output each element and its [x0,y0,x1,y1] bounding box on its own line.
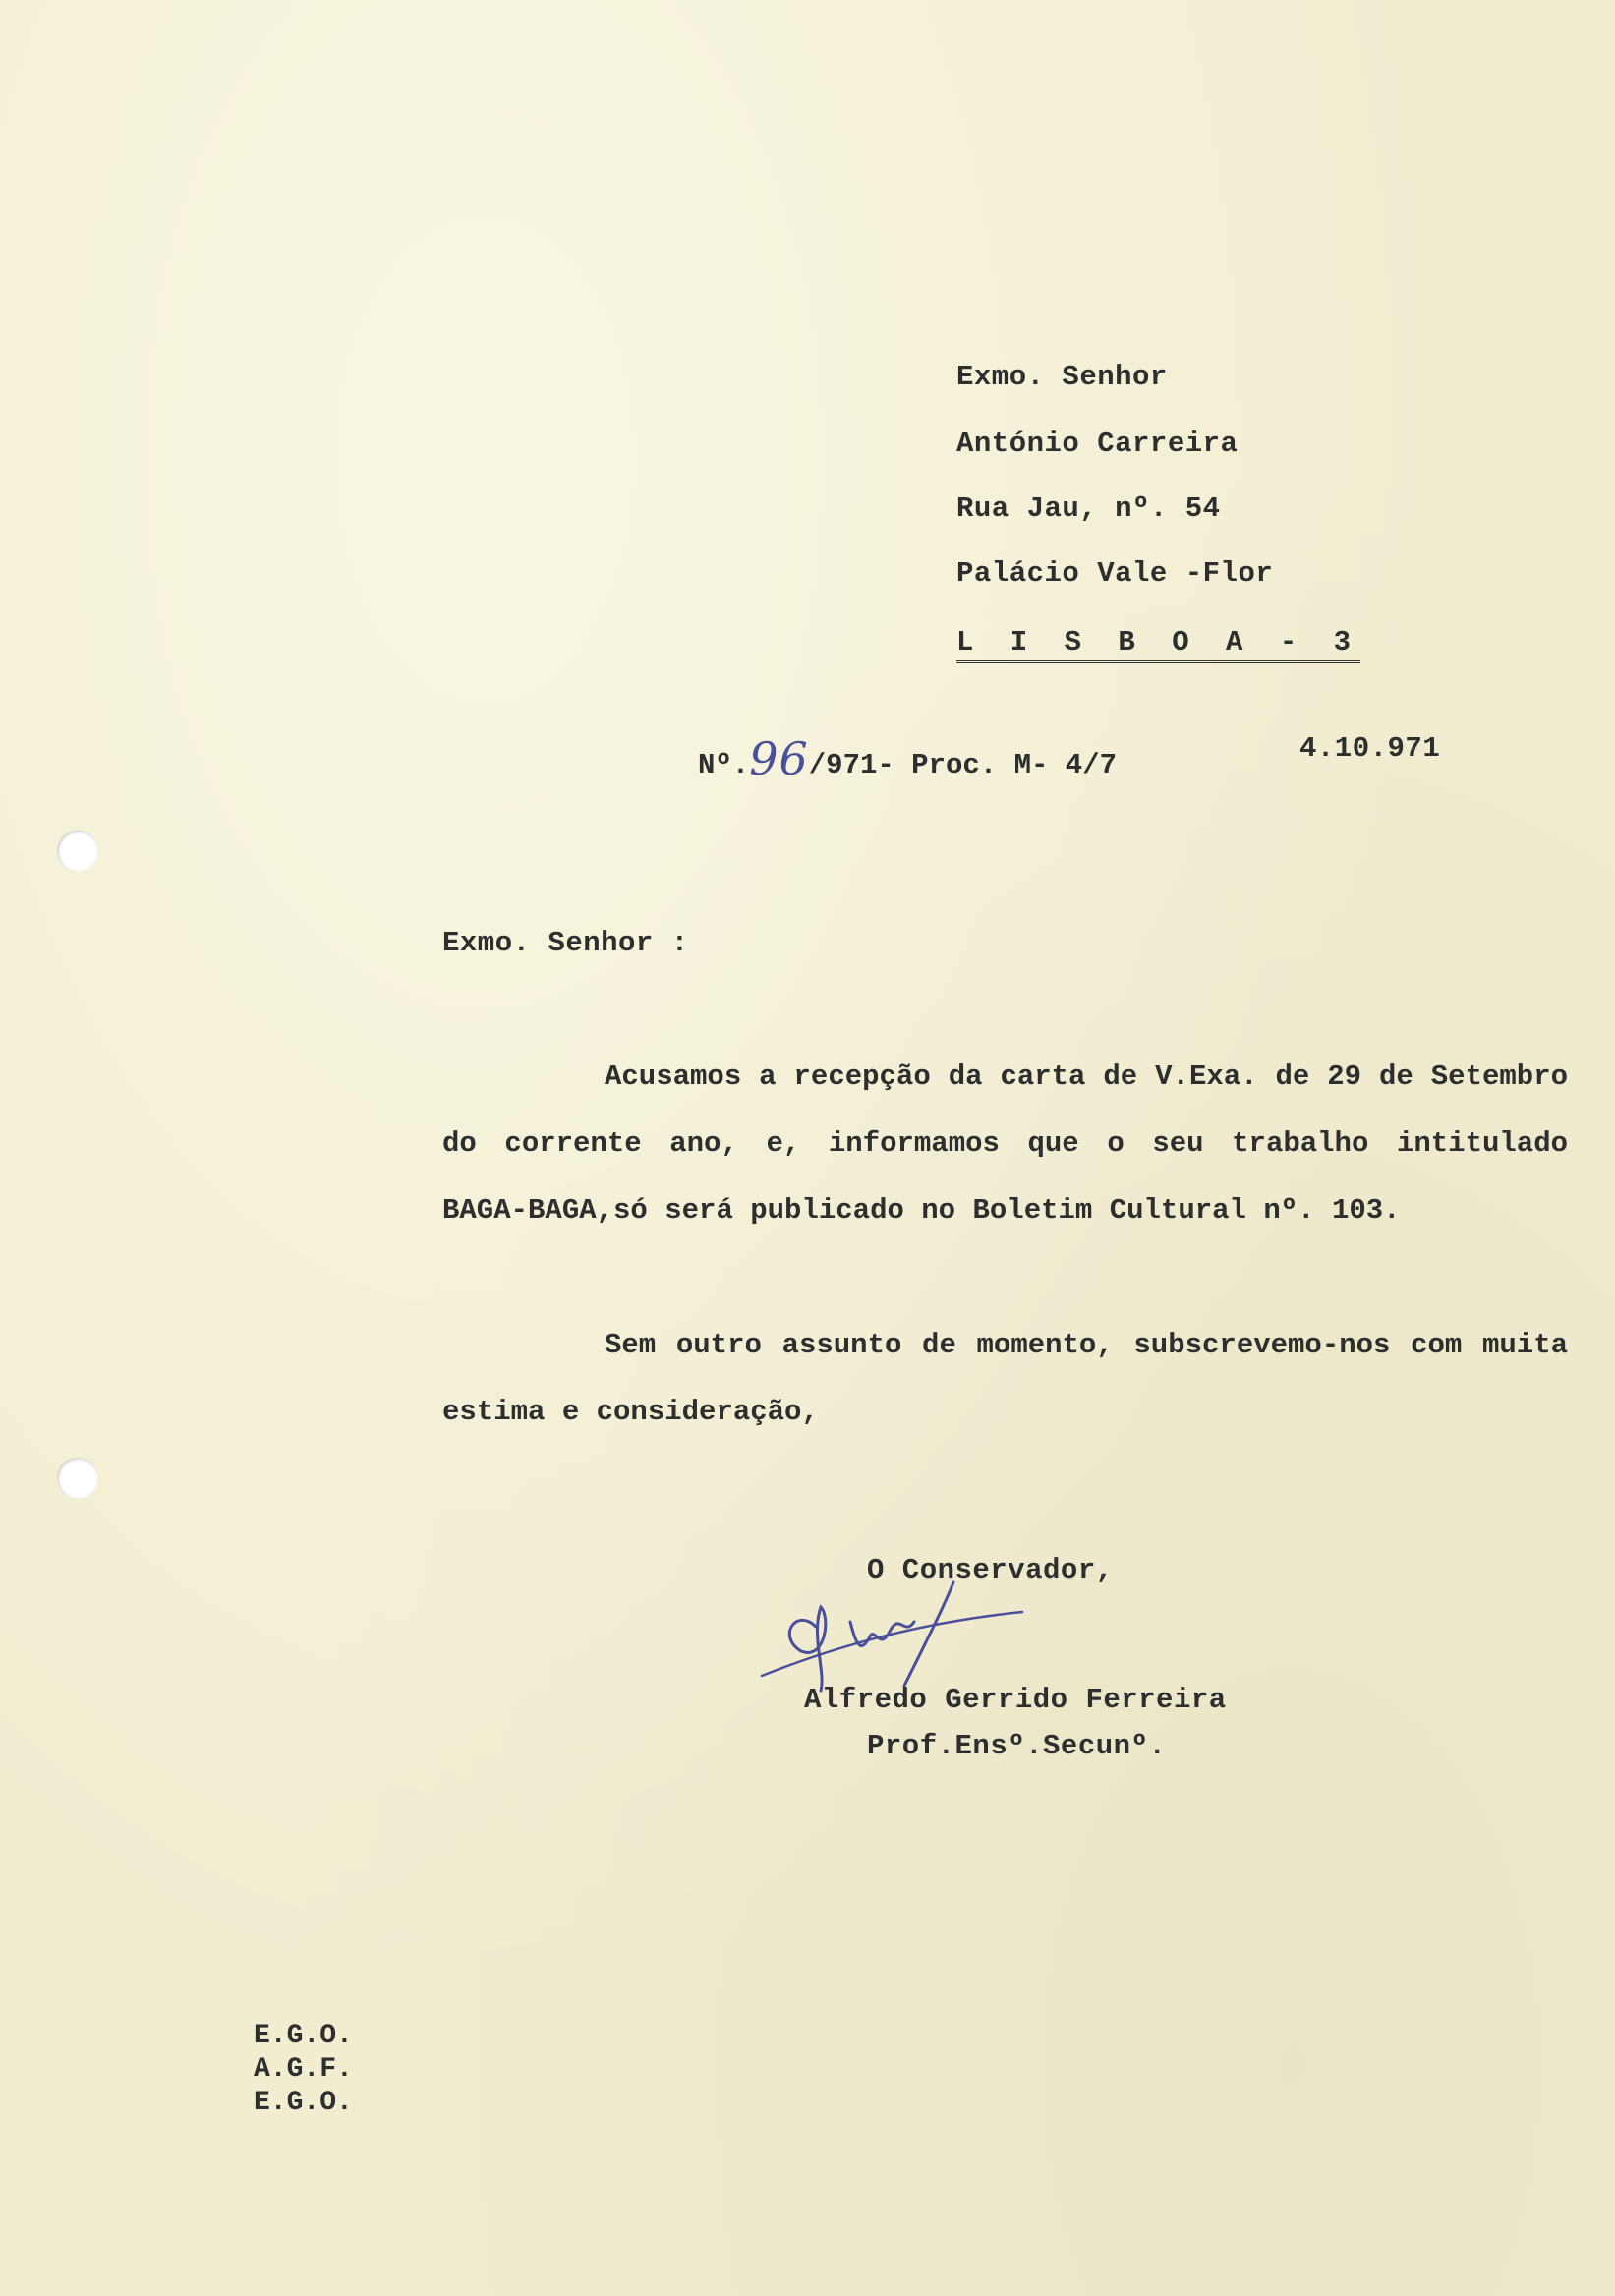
reference-number-handwritten: 96 [749,732,809,785]
typist-initials [254,2020,353,2120]
closing-title: O Conservador, [867,1554,1114,1586]
punch-hole-top [57,831,98,872]
reference-prefix: Nº. [698,749,750,781]
closing-role: Prof.Ensº.Secunº. [867,1730,1167,1762]
punch-hole-bottom [57,1458,98,1499]
recipient-name: António Carreira [956,428,1239,460]
reference-line [698,732,1117,785]
body-paragraph-1: Acusamos a recepção da carta de V.Exa. de 29 de Setembro do corrente ano, e, informamos que o seu trabalho intitulado BAGA-BAGA,só será publicado no Boletim Cultural nº. 103. [442,1061,1568,1227]
recipient-city: L I S B O A - 3 [956,626,1360,663]
initials-line-2: A.G.F. [254,2054,353,2085]
initials-line-3: E.G.O. [254,2088,353,2118]
letter-date: 4.10.971 [1299,732,1441,765]
recipient-street: Rua Jau, nº. 54 [956,492,1221,525]
recipient-salutation: Exmo. Senhor [956,361,1168,393]
handwritten-signature [757,1578,1091,1695]
recipient-building: Palácio Vale -Flor [956,557,1274,590]
initials-line-1: E.G.O. [254,2021,353,2051]
greeting: Exmo. Senhor : [442,927,689,959]
body-paragraph-2: Sem outro assunto de momento, subscrevemo-nos com muita estima e consideração, [442,1329,1568,1428]
reference-suffix: /971- Proc. M- 4/7 [808,749,1118,781]
closing-name: Alfredo Gerrido Ferreira [804,1684,1227,1716]
